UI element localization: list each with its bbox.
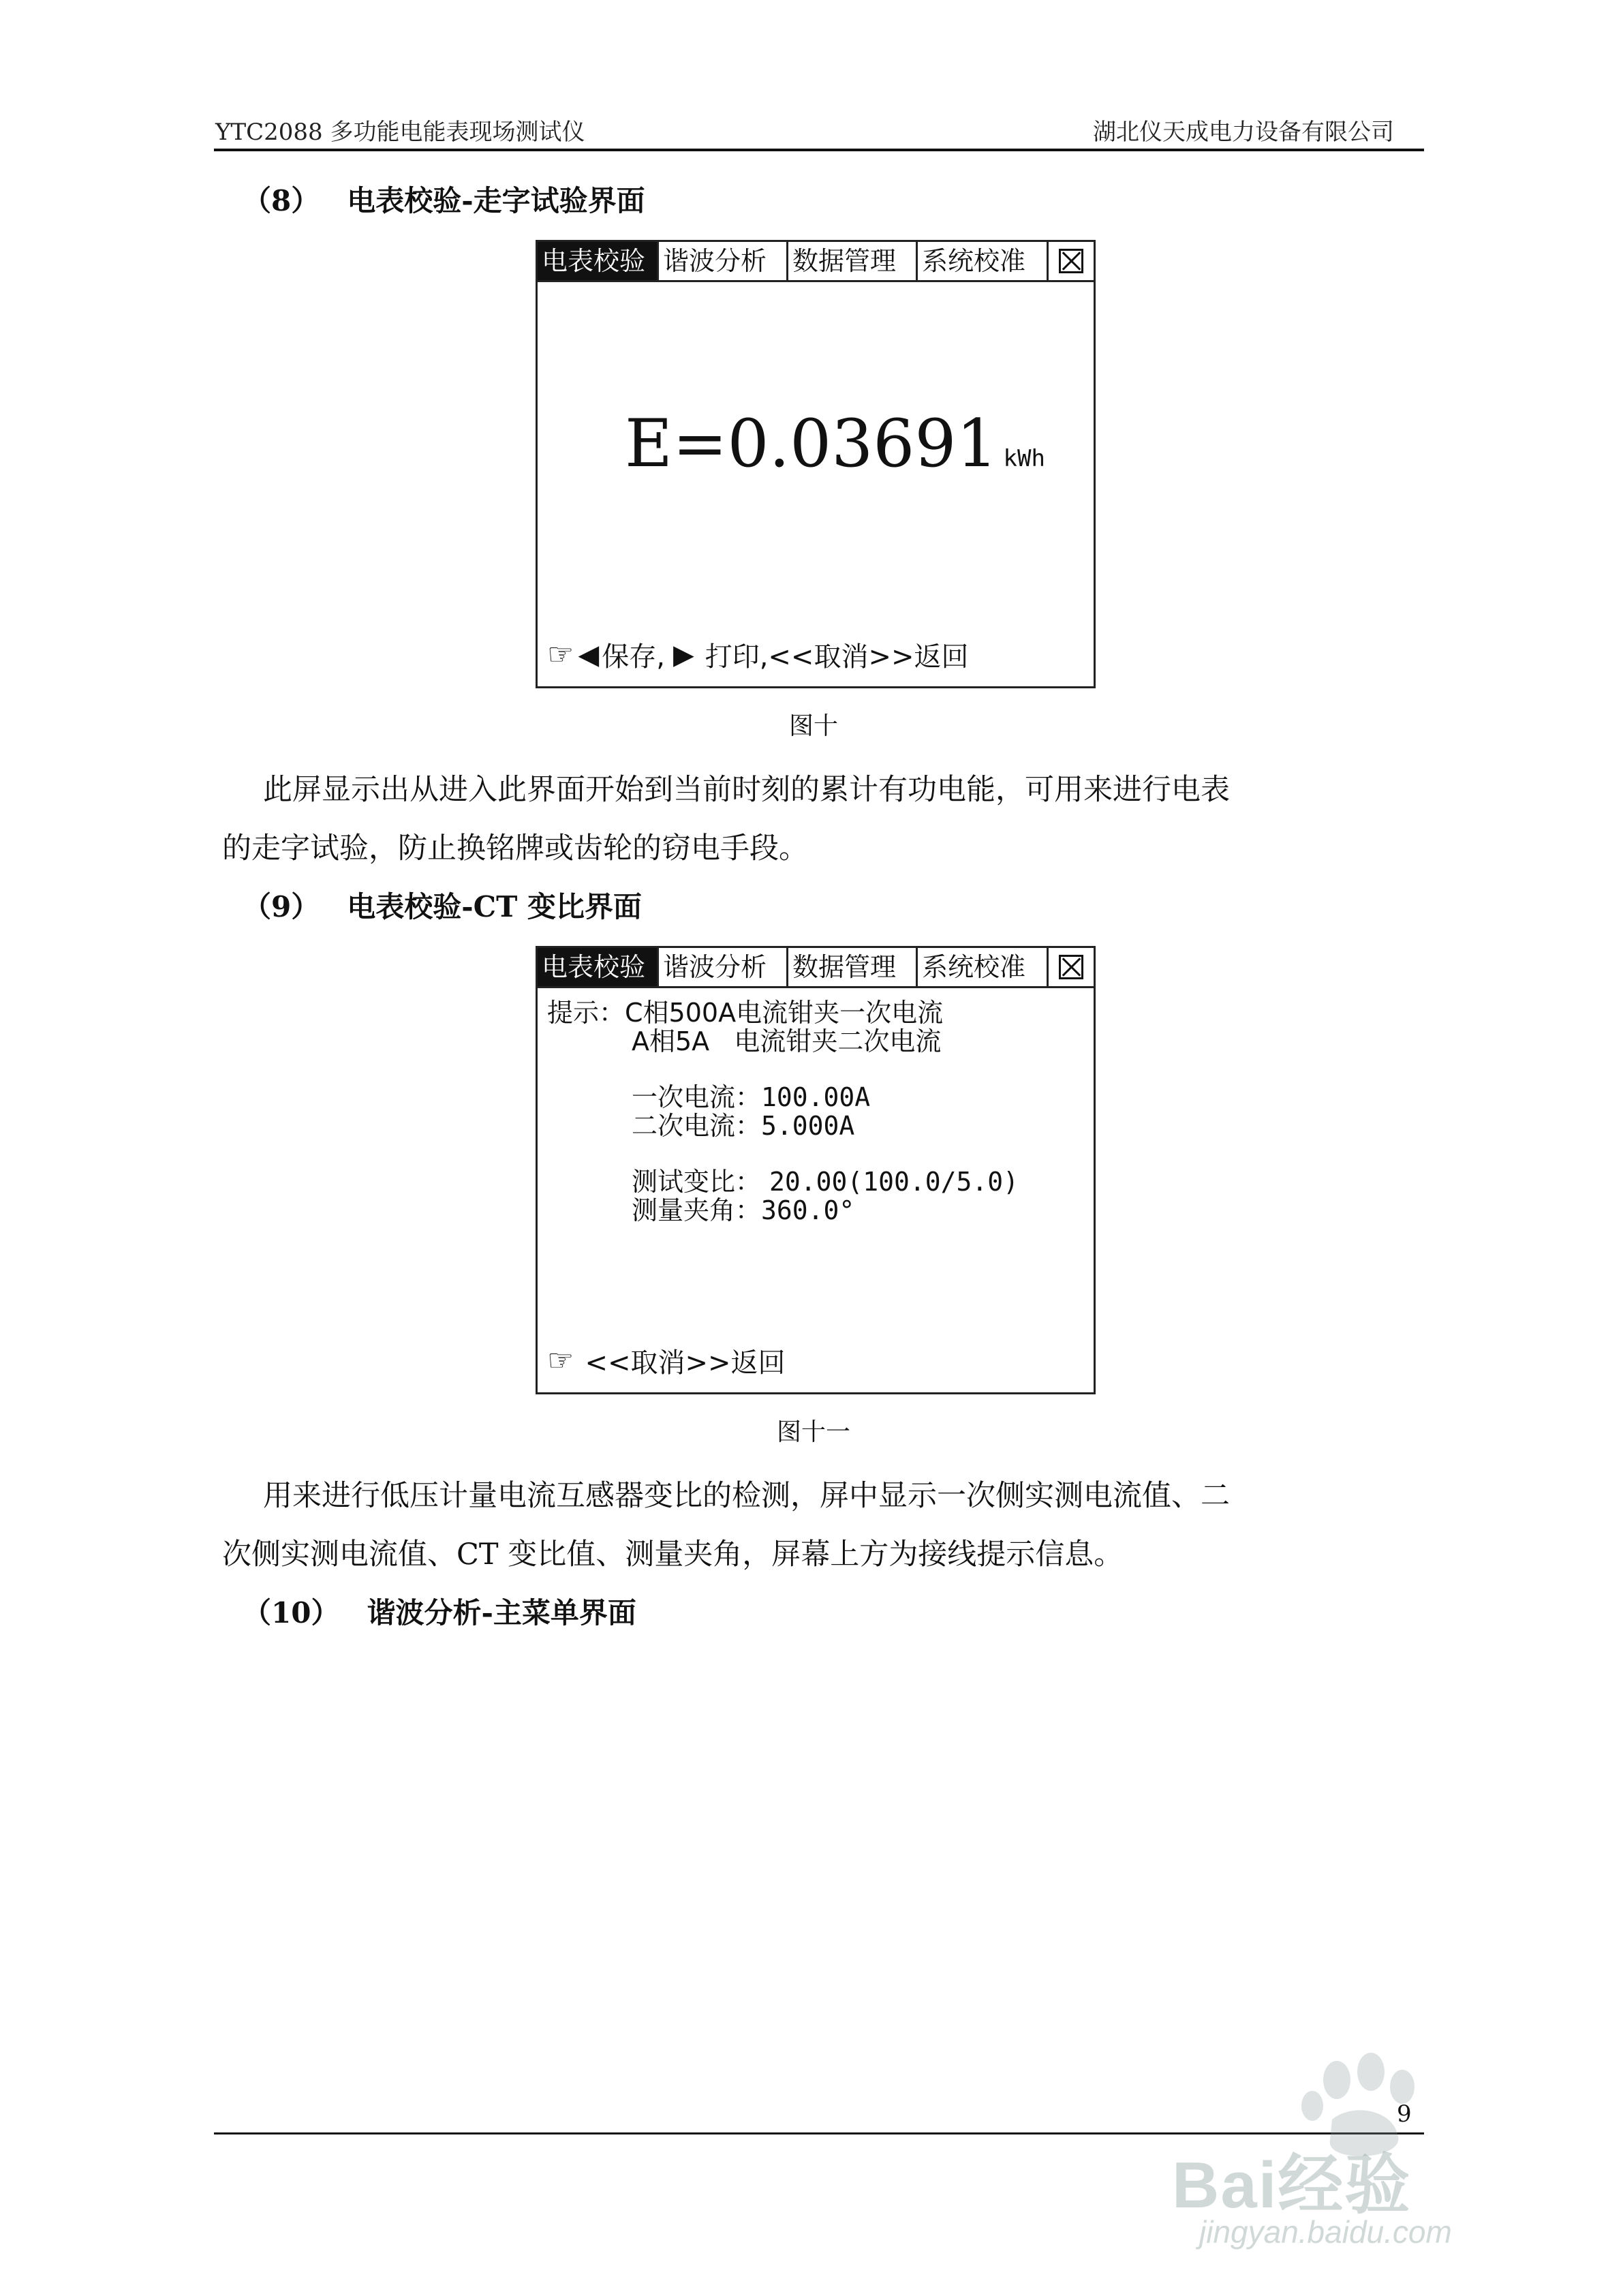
screen-hint-bar: [547, 635, 968, 674]
close-button[interactable]: [1049, 948, 1094, 986]
section-8-heading: [243, 179, 645, 219]
section-9-heading: [243, 885, 642, 925]
header-doc-title: YTC2088 多功能电能表现场测试仪: [215, 119, 585, 146]
pointing-hand-icon: ☞: [547, 637, 574, 672]
figure-11-caption: 图十一: [777, 1418, 851, 1446]
figure-10-caption: 图十: [789, 712, 839, 740]
tip-text-1: C相500A电流钳夹一次电流: [625, 998, 944, 1028]
ct-ratio-screen: [536, 946, 1096, 1394]
energy-unit: kWh: [1003, 445, 1045, 472]
secondary-current-row: [632, 1105, 854, 1142]
left-arrow-icon[interactable]: ◀: [578, 639, 600, 671]
section-10-number: （10）: [243, 1596, 340, 1629]
primary-current-value: 100.00A: [761, 1082, 871, 1112]
energy-readout: [625, 405, 1045, 482]
header-rule: [214, 149, 1424, 151]
tab-system-calibration[interactable]: 系统校准: [918, 948, 1049, 986]
close-box-icon: [1059, 249, 1083, 273]
tip-text-2: A相5A 电流钳夹二次电流: [632, 1026, 942, 1056]
section-8-para-line-1: 此屏显示出从进入此界面开始到当前时刻的累计有功电能，可用来进行电表: [263, 773, 1230, 807]
close-box-icon: [1059, 955, 1083, 979]
tab-meter-calibration[interactable]: 电表校验: [538, 242, 659, 280]
secondary-current-value: 5.000A: [761, 1111, 855, 1141]
header-company: 湖北仪天成电力设备有限公司: [1093, 119, 1394, 146]
primary-current-label: 一次电流：: [632, 1082, 762, 1112]
section-10-title: 谐波分析-主菜单界面: [367, 1596, 636, 1629]
hint-print-cancel[interactable]: 打印,<<取消>>返回: [705, 641, 969, 673]
test-ratio-value: 20.00(100.0/5.0): [769, 1167, 1019, 1197]
screen-hint-bar: [547, 1341, 786, 1380]
wiring-tip-line-2: [632, 1020, 941, 1058]
tab-system-calibration[interactable]: 系统校准: [918, 242, 1049, 280]
pointing-hand-icon: ☞: [547, 1343, 574, 1378]
section-10-heading: [243, 1591, 636, 1632]
section-8-para-line-2: 的走字试验，防止换铭牌或齿轮的窃电手段。: [222, 831, 808, 866]
tab-harmonic-analysis[interactable]: 谐波分析: [659, 948, 788, 986]
close-button[interactable]: [1049, 242, 1094, 280]
test-ratio-label: 测试变比：: [632, 1167, 762, 1197]
page-number: 9: [1397, 2100, 1412, 2128]
energy-test-screen: [536, 240, 1096, 688]
screen-tab-bar: [538, 242, 1094, 282]
tab-meter-calibration[interactable]: 电表校验: [538, 948, 659, 986]
tab-data-management[interactable]: 数据管理: [788, 948, 918, 986]
section-9-paragraph: [222, 1467, 1421, 1584]
energy-value: E=0.03691: [625, 405, 998, 482]
tab-data-management[interactable]: 数据管理: [788, 242, 918, 280]
measured-angle-label: 测量夹角：: [632, 1195, 762, 1225]
secondary-current-label: 二次电流：: [632, 1111, 762, 1141]
section-9-para-line-2: 次侧实测电流值、CT 变比值、测量夹角，屏幕上方为接线提示信息。: [222, 1537, 1124, 1572]
section-8-title: 电表校验-走字试验界面: [347, 184, 645, 217]
hint-cancel[interactable]: <<取消>>返回: [585, 1347, 786, 1379]
section-9-number: （9）: [243, 890, 320, 923]
measured-angle-value: 360.0°: [761, 1195, 855, 1225]
section-9-para-line-1: 用来进行低压计量电流互感器变比的检测，屏中显示一次侧实测电流值、二: [263, 1479, 1230, 1513]
hint-save[interactable]: 保存,: [602, 641, 665, 673]
section-8-paragraph: [222, 761, 1421, 878]
watermark-url: jingyan.baidu.com: [1199, 2214, 1452, 2250]
right-arrow-icon[interactable]: ▶: [673, 639, 694, 671]
tab-harmonic-analysis[interactable]: 谐波分析: [659, 242, 788, 280]
section-9-title: 电表校验-CT 变比界面: [347, 890, 642, 923]
measured-angle-row: [632, 1189, 854, 1227]
section-8-number: （8）: [243, 184, 320, 217]
watermark-brand: Bai经验: [1172, 2149, 1412, 2222]
screen-tab-bar: [538, 948, 1094, 988]
tip-label: 提示：: [547, 998, 625, 1028]
